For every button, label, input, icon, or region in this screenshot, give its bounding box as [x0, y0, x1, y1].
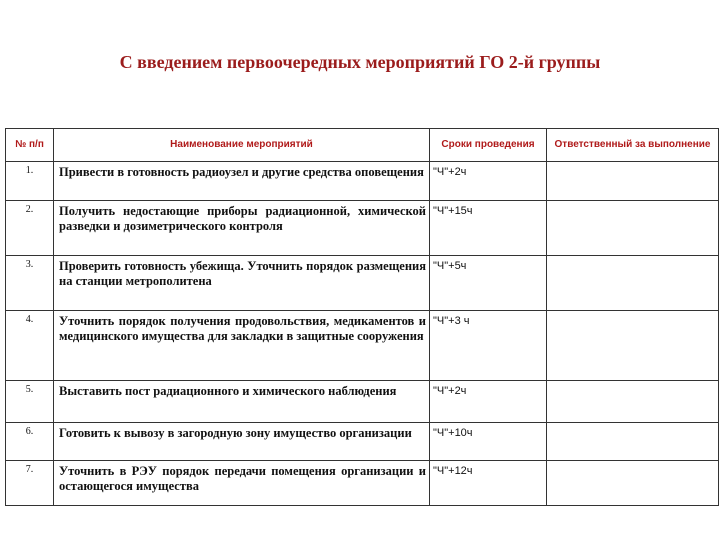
row-name: Проверить готовность убежища. Уточнить порядок размещения на станции метрополитена — [54, 256, 430, 311]
row-num: 3. — [6, 256, 54, 311]
row-num: 7. — [6, 461, 54, 506]
header-time: Сроки проведения — [430, 129, 547, 162]
table-header-row — [6, 129, 719, 162]
page-title: С введением первоочередных мероприятий ГО 2-й группы — [119, 52, 601, 72]
table-row — [6, 381, 719, 423]
row-responsible — [547, 461, 719, 506]
row-name: Уточнить порядок получения продовольствия, медикаментов и медицинского имущества для закладки в защитные сооружения — [54, 311, 430, 381]
measures-table — [5, 128, 719, 506]
table-row — [6, 201, 719, 256]
table-row — [6, 461, 719, 506]
row-time: "Ч"+2ч — [430, 381, 547, 423]
header-name: Наименование мероприятий — [54, 129, 430, 162]
row-responsible — [547, 201, 719, 256]
table-row — [6, 423, 719, 461]
row-responsible — [547, 381, 719, 423]
row-name: Получить недостающие приборы радиационной, химической разведки и дозиметрического контроля — [54, 201, 430, 256]
table-row — [6, 256, 719, 311]
header-responsible: Ответственный за выполнение — [547, 129, 719, 162]
row-num: 2. — [6, 201, 54, 256]
row-time: "Ч"+3 ч — [430, 311, 547, 381]
row-responsible — [547, 423, 719, 461]
row-time: "Ч"+12ч — [430, 461, 547, 506]
row-time: "Ч"+15ч — [430, 201, 547, 256]
row-num: 1. — [6, 162, 54, 201]
row-num: 6. — [6, 423, 54, 461]
table-row — [6, 162, 719, 201]
row-responsible — [547, 162, 719, 201]
row-name: Готовить к вывозу в загородную зону имущество организации — [54, 423, 430, 461]
row-time: "Ч"+5ч — [430, 256, 547, 311]
row-name: Привести в готовность радиоузел и другие средства оповещения — [54, 162, 430, 201]
row-num: 5. — [6, 381, 54, 423]
row-name: Уточнить в РЭУ порядок передачи помещения организации и остающегося имущества — [54, 461, 430, 506]
row-time: "Ч"+10ч — [430, 423, 547, 461]
row-time: "Ч"+2ч — [430, 162, 547, 201]
row-responsible — [547, 256, 719, 311]
table-row — [6, 311, 719, 381]
header-num: № п/п — [6, 129, 54, 162]
row-responsible — [547, 311, 719, 381]
row-name: Выставить пост радиационного и химического наблюдения — [54, 381, 430, 423]
row-num: 4. — [6, 311, 54, 381]
